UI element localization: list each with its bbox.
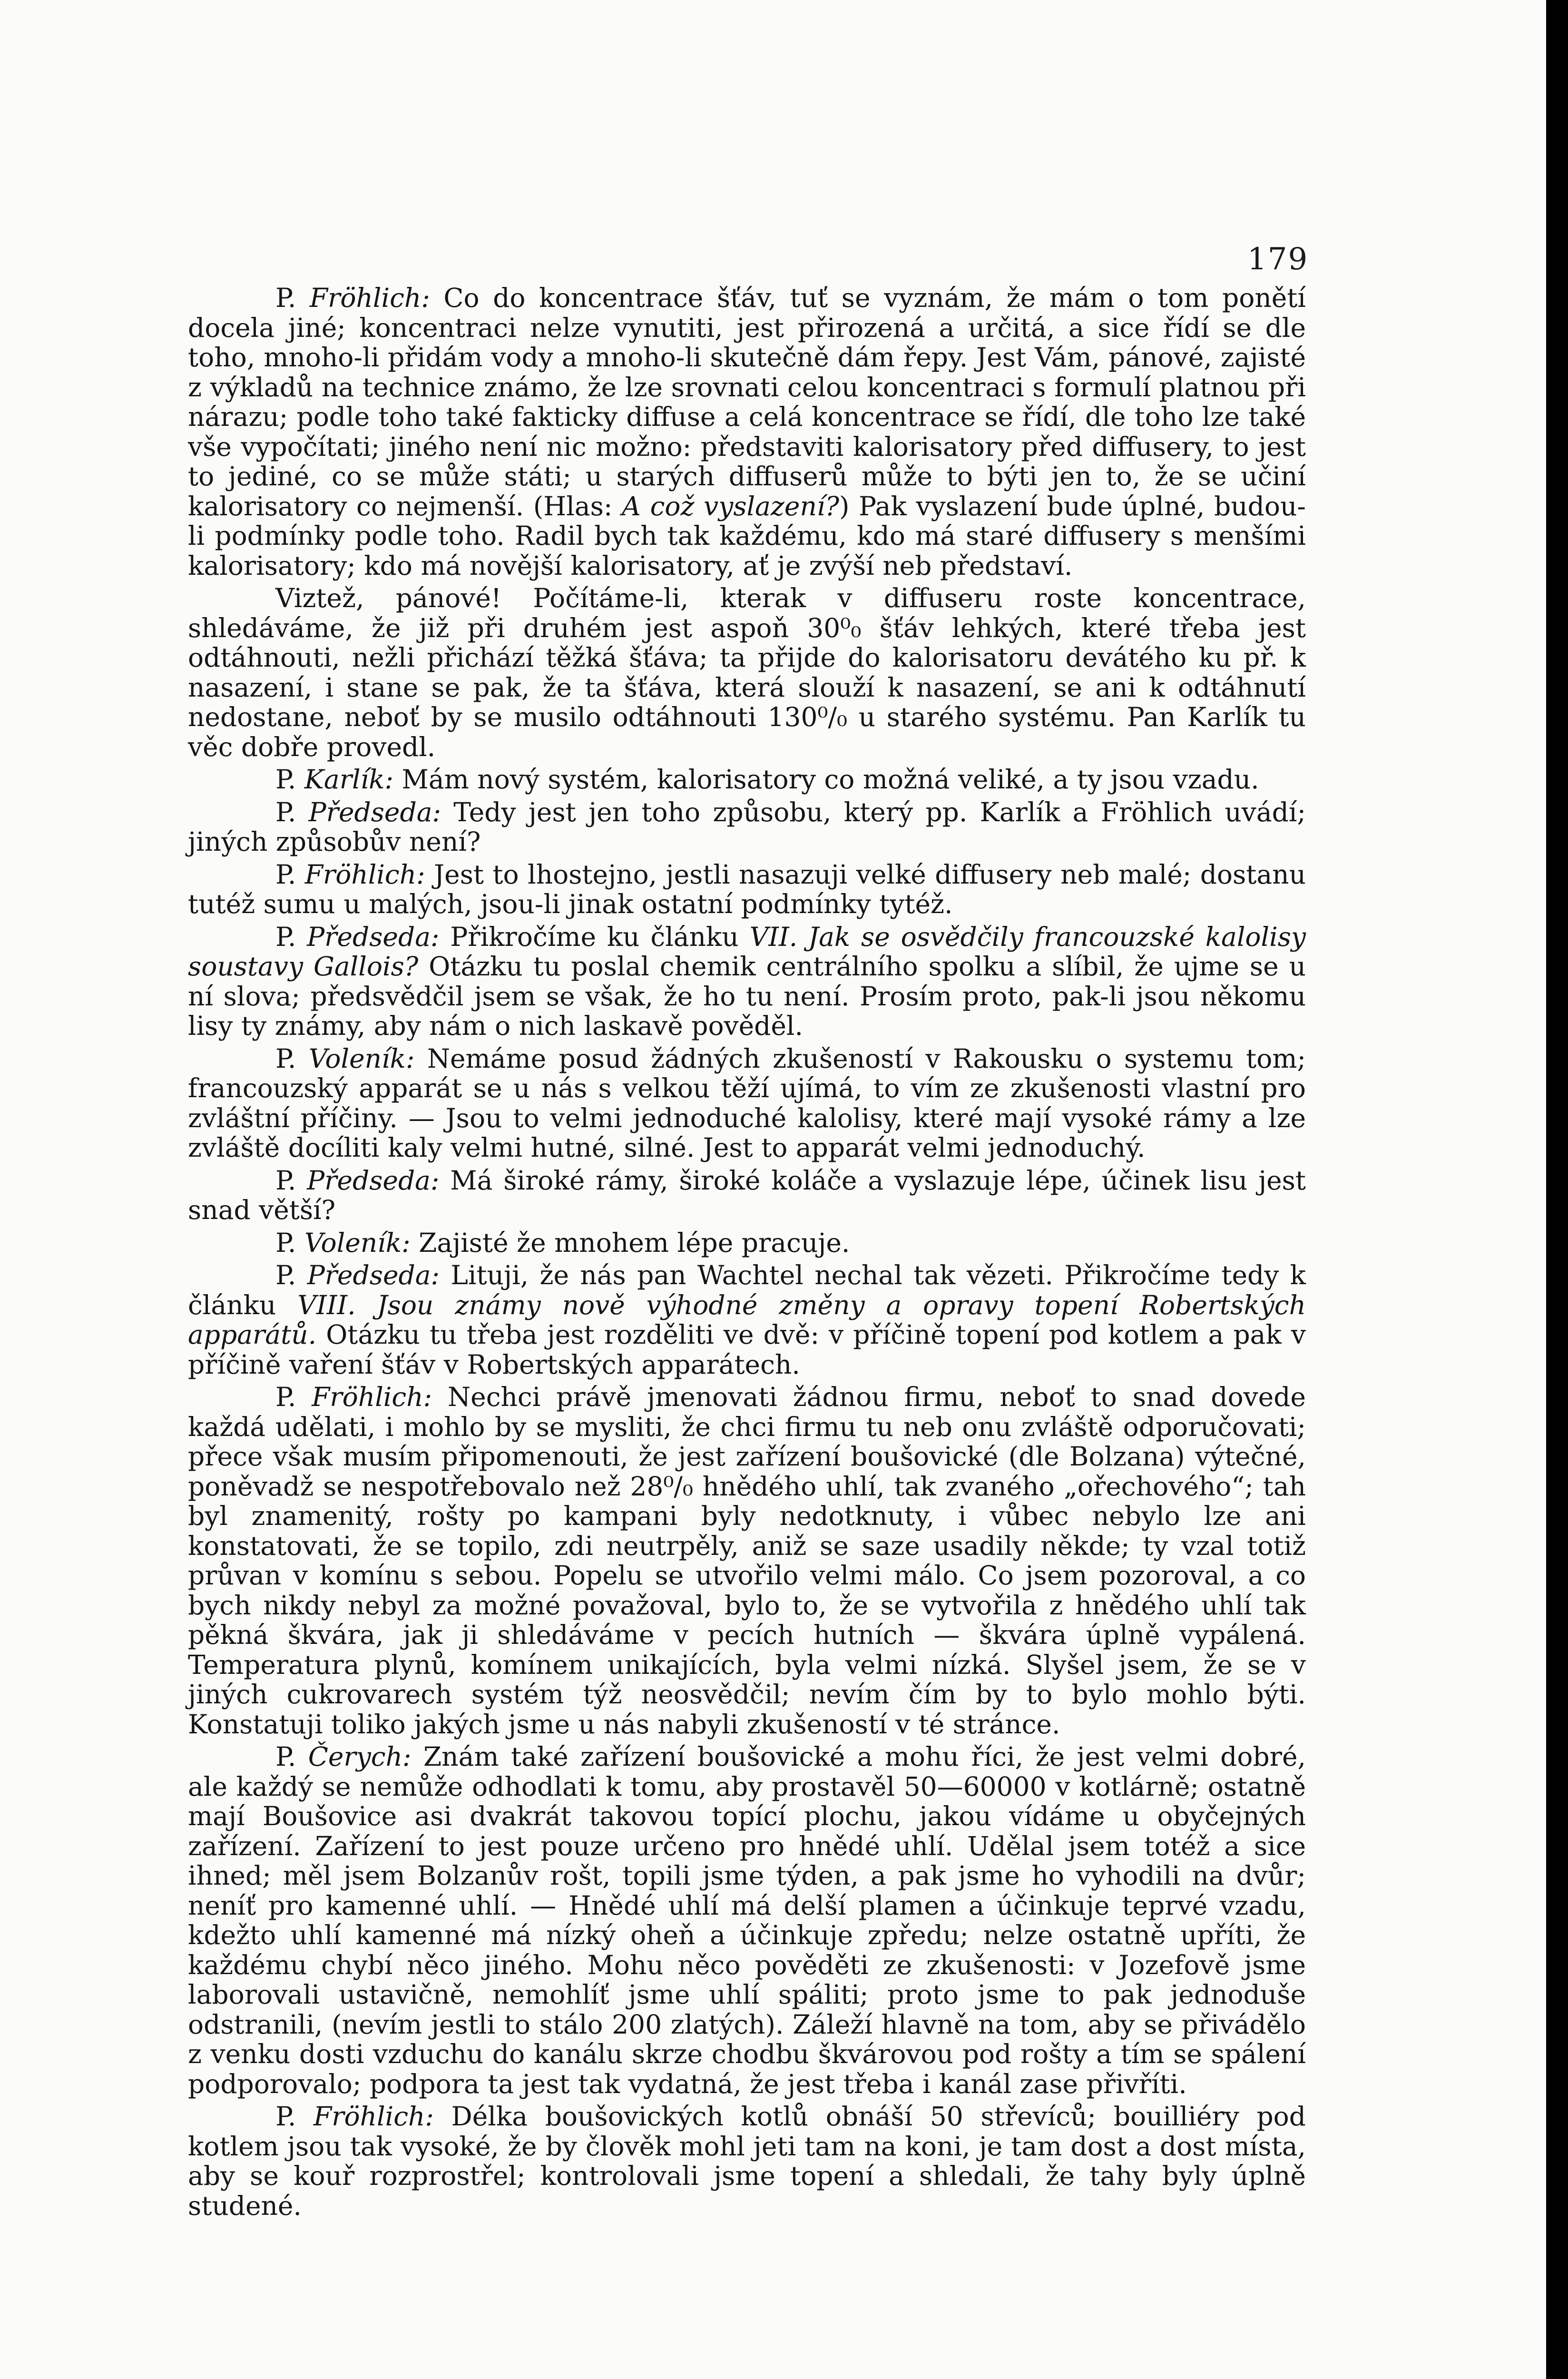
text-segment: Viztež, pánové! Počítáme-li, kterak v diffuseru roste koncentrace, shledáváme, že již při druhém jest aspoň 30⁰₀ šťáv lehkých, které třeba jest odtáhnouti, nežli přichází těžká šťáva; ta přijde do kalorisatoru devátého ku př. k nasazení, i stane se pak, že ta šťáva, která slouží k nasazení, se ani k odtáhnutí nedostane, neboť by se musilo odtáhnouti 130⁰/₀ u starého systému. Pan Karlík tu věc dobře provedl. <box>188 583 1306 762</box>
text-segment: P. <box>275 859 305 890</box>
text-segment: Zajisté že mnohem lépe pracuje. <box>410 1227 850 1258</box>
paragraph <box>188 2102 1306 2221</box>
text-segment: Lituji, že nás pan Wachtel nechal tak vězeti. Přikročíme tedy k článku <box>188 1260 1306 1320</box>
italic-text: VII. Jak se osvědčily francouzské kalolisy soustavy Gallois? <box>188 921 1306 982</box>
text-segment: Otázku tu poslal chemik centrálního spolku a slíbil, že ujme se u ní slova; předsvědčil jsem se však, že ho tu není. Prosím proto, pak-li jsou někomu lisy ty známy, aby nám o nich laskavě pověděl. <box>188 951 1306 1041</box>
paragraph <box>188 765 1306 795</box>
italic-text: Předseda: <box>308 796 441 827</box>
paragraph <box>188 283 1306 580</box>
paragraph <box>188 1742 1306 2099</box>
paragraph <box>188 1166 1306 1225</box>
italic-text: Voleník: <box>308 1043 415 1074</box>
paragraph <box>188 1260 1306 1379</box>
text-segment: Nemáme posud žádných zkušeností v Rakousku o systemu tom; francouzský apparát se u nás s velkou těží ujímá, to vím ze zkušenosti vlastní pro zvláštní příčiny. — Jsou to velmi jednoduché kalolisy, které mají vysoké rámy a lze zvláště docíliti kaly velmi hutné, silné. Jest to apparát velmi jednoduchý. <box>188 1043 1306 1163</box>
paragraph <box>188 922 1306 1041</box>
text-segment: P. <box>275 796 309 827</box>
text-segment: Má široké rámy, široké koláče a vyslazuje lépe, účinek lisu jest snad větší? <box>188 1165 1306 1225</box>
text-segment: Znám také zařízení boušovické a mohu říci, že jest velmi dobré, ale každý se nemůže odhodlati k tomu, aby prostavěl 50—60000 v kotlárně; ostatně mají Boušovice asi dvakrát takovou topící plochu, jakou vídáme u obyčejných zařízení. Zařízení to jest pouze určeno pro hnědé uhlí. Udělal jsem totéž a sice ihned; měl jsem Bolzanův rošt, topili jsme týden, a pak jsme ho vyhodili na dvůr; neníť pro kamenné uhlí. — Hnědé uhlí má delší plamen a účinkuje teprvé vzadu, kdežto uhlí kamenné má nízký oheň a účinkuje zpředu; nelze ostatně upříti, že každému chybí něco jiného. Mohu něco pověděti ze zkušenosti: v Jozefově jsme laborovali ustavičně, nemohlíť jsme uhlí spáliti; proto jsme to pak jednoduše odstranili, (nevím jestli to stálo 200 zlatých). Záleží hlavně na tom, aby se přivádělo z venku dosti vzduchu do kanálu skrze chodbu škvárovou pod rošty a tím se spálení podporovalo; podpora ta jest tak vydatná, že jest třeba i kanál zase přivříti. <box>188 1741 1306 2099</box>
body-text <box>188 283 1306 2221</box>
italic-text: VIII. Jsou známy nově výhodné změny a opravy topení Robertských apparátů. <box>188 1289 1306 1350</box>
text-segment: P. <box>275 1260 307 1290</box>
italic-text: Předseda: <box>307 1165 440 1196</box>
paragraph <box>188 1044 1306 1163</box>
text-segment: Nechci právě jmenovati žádnou firmu, neboť to snad dovede každá udělati, i mohlo by se mysliti, že chci firmu tu neb onu zvláště odporučovati; přece však musím připomenouti, že jest zařízení boušovické (dle Bolzana) výtečné, poněvadž se nespotřebovalo než 28⁰/₀ hnědého uhlí, tak zvaného „ořechového“; tah byl znamenitý, rošty po kampani byly nedotknuty, i vůbec nebylo lze ani konstatovati, že se topilo, zdi neutrpěly, aniž se saze usadily někde; ty vzal totiž průvan v komínu s sebou. Popelu se utvořilo velmi málo. Co jsem pozoroval, a co bych nikdy nebyl za možné považoval, bylo to, že se vytvořila z hnědého uhlí tak pěkná škvára, jak ji shledáváme v pecích hutních — škvára úplně vypálená. Temperatura plynů, komínem unikajících, byla velmi nízká. Slyšel jsem, že se v jiných cukrovarech systém týž neosvědčil; nevím čím by to bylo mohlo býti. Konstatuji toliko jakých jsme u nás nabyli zkušeností v té stránce. <box>188 1382 1306 1740</box>
italic-text: Čerych: <box>308 1741 412 1772</box>
text-segment: P. <box>275 283 310 313</box>
text-segment: P. <box>275 1741 308 1772</box>
text-segment: Délka boušovických kotlů obnáší 50 střevíců; bouilliéry pod kotlem jsou tak vysoké, že by člověk mohl jeti tam na koni, je tam dost a dost místa, aby se kouř rozprostřel; kontrolovali jsme topení a shledali, že tahy byly úplně studené. <box>188 2101 1306 2221</box>
italic-text: Fröhlich: <box>309 283 430 313</box>
text-segment: Přikročíme ku článku <box>439 921 750 952</box>
paragraph <box>188 1228 1306 1258</box>
page-number: 179 <box>1247 242 1309 277</box>
italic-text: A což vyslazení? <box>622 491 839 521</box>
text-segment: P. <box>275 2101 314 2132</box>
paragraph <box>188 797 1306 857</box>
text-segment: Tedy jest jen toho způsobu, který pp. Karlík a Fröhlich uvádí; jiných způsobův není? <box>188 796 1306 857</box>
text-segment: P. <box>275 1165 307 1196</box>
italic-text: Předseda: <box>307 1260 440 1290</box>
text-segment: Otázku tu třeba jest rozděliti ve dvě: v příčině topení pod kotlem a pak v příčině vaření šťáv v Robertských apparátech. <box>188 1319 1306 1380</box>
italic-text: Předseda: <box>307 921 440 952</box>
italic-text: Karlík: <box>304 764 394 795</box>
paragraph <box>188 860 1306 919</box>
text-segment: ) Pak vyslazení bude úplné, budou-li podmínky podle toho. Radil bych tak každému, kdo má staré diffusery s menšími kalorisatory; kdo má novější kalorisatory, ať je zvýší neb představí. <box>188 491 1306 581</box>
text-segment: P. <box>275 1382 312 1412</box>
text-segment: P. <box>275 1043 309 1074</box>
text-segment: Jest to lhostejno, jestli nasazuji velké diffusery neb malé; dostanu tutéž sumu u malých, jsou-li jinak ostatní podmínky tytéž. <box>188 859 1306 919</box>
paragraph <box>188 583 1306 762</box>
text-segment: P. <box>275 1227 304 1258</box>
text-segment: P. <box>275 764 304 795</box>
italic-text: Fröhlich: <box>314 2101 434 2132</box>
text-segment: Co do koncentrace šťáv, tuť se vyznám, že mám o tom ponětí docela jiné; koncentraci nelze vynutiti, jest přirozená a určitá, a sice řídí se dle toho, mnoho-li přidám vody a mnoho-li skutečně dám řepy. Jest Vám, pánové, zajisté z výkladů na technice známo, že lze srovnati celou koncentraci s formulí platnou při nárazu; podle toho také fakticky diffuse a celá koncentrace se řídí, dle toho lze také vše vypočítati; jiného není nic možno: představiti kalorisatory před diffusery, to jest to jediné, co se může státi; u starých diffuserů může to býti jen to, že se učiní kalorisatory co nejmenší. (Hlas: <box>188 283 1306 521</box>
italic-text: Fröhlich: <box>312 1382 432 1412</box>
italic-text: Voleník: <box>304 1227 411 1258</box>
text-segment: Mám nový systém, kalorisatory co možná veliké, a ty jsou vzadu. <box>393 764 1259 795</box>
paragraph <box>188 1382 1306 1739</box>
text-segment: P. <box>275 921 307 952</box>
italic-text: Fröhlich: <box>304 859 425 890</box>
